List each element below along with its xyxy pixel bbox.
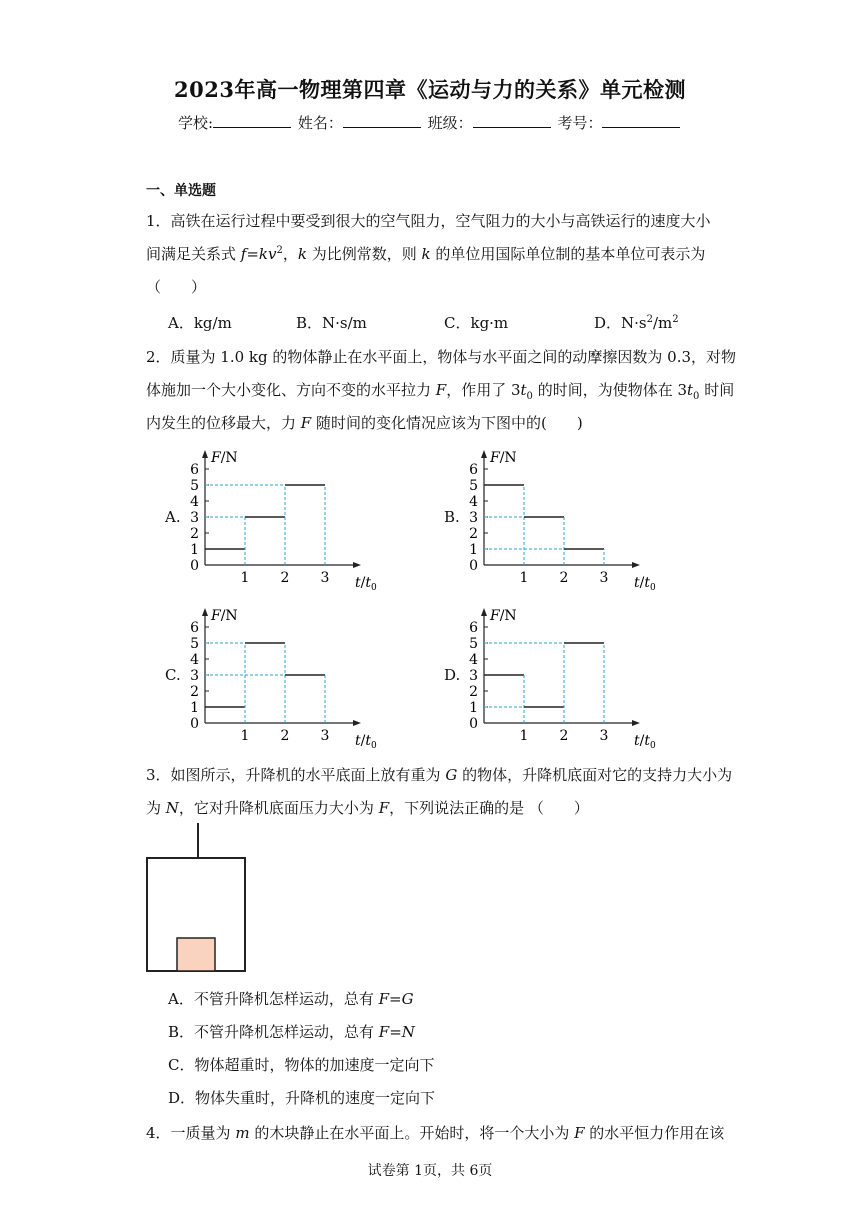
y-tick-label: 1 [190,700,199,716]
x-tick-label: 3 [320,728,330,744]
force-time-chart [462,448,662,593]
chart-option-letter[interactable]: A. [165,508,181,526]
x-axis-label: $t/t_0$ [634,575,656,593]
force-time-chart [183,448,383,593]
x-tick-label: 1 [519,728,529,744]
y-tick-label: 6 [190,462,199,478]
q3-option-c[interactable]: C．物体超重时，物体的加速度一定向下 [168,1056,435,1074]
q3-option-a[interactable]: A．不管升降机怎样运动，总有 F=G [168,990,414,1008]
y-tick-label: 4 [190,652,199,668]
x-axis-arrow [353,720,361,726]
q1-line2: 间满足关系式 $f=kv^2$，k 为比例常数，则 k 的单位用国际单位制的基本单位可表示为 [146,245,706,263]
x-tick-label: 3 [320,570,330,586]
x-axis-arrow [632,720,640,726]
x-tick-label: 2 [280,570,290,586]
q1-option-c[interactable]: C．kg·m [444,314,509,332]
name-blank[interactable] [343,113,421,128]
y-tick-label: 2 [469,684,478,700]
y-tick-label: 6 [469,462,478,478]
y-tick-label: 3 [469,668,478,684]
y-tick-label: 3 [469,510,478,526]
q1-option-a[interactable]: A．kg/m [168,314,232,332]
school-blank[interactable] [213,113,291,128]
q1-line3: （ ） [146,278,207,296]
x-tick-label: 2 [280,728,290,744]
y-tick-label: 1 [190,542,199,558]
y-tick-label: 3 [190,510,199,526]
q1-option-d[interactable]: D．$N\cdot s^2/m^2$ [594,314,679,332]
x-tick-label: 1 [519,570,529,586]
y-axis-label: F/N [211,608,238,624]
y-axis-arrow [481,450,487,458]
chart-option-letter[interactable]: D. [444,666,461,684]
q2-line3: 内发生的位移最大，力 F 随时间的变化情况应该为下图中的( ) [146,414,583,432]
y-axis-label: F/N [490,608,517,624]
exam-no-blank[interactable] [602,113,680,128]
y-axis-arrow [202,608,208,616]
x-tick-label: 1 [240,570,250,586]
name-label: 姓名： [297,114,343,132]
q3-option-b[interactable]: B．不管升降机怎样运动，总有 F=N [168,1023,415,1041]
class-blank[interactable] [473,113,551,128]
q2-line1: 2．质量为 1.0 kg 的物体静止在水平面上，物体与水平面之间的动摩擦因数为 0.3，对物 [146,348,737,366]
y-tick-label: 6 [469,620,478,636]
y-axis-arrow [481,608,487,616]
page-title: 2023年高一物理第四章《运动与力的关系》单元检测 [174,77,686,102]
y-tick-label: 5 [469,478,478,494]
object-box [177,938,215,971]
q3-line2: 为 N，它对升降机底面压力大小为 F，下列说法正确的是 （ ） [146,799,589,817]
y-tick-label: 2 [469,526,478,542]
x-tick-label: 2 [559,570,569,586]
exam-no-label: 考号： [557,114,603,132]
y-axis-arrow [202,450,208,458]
y-tick-label: 4 [469,652,478,668]
y-tick-label: 4 [469,494,478,510]
y-tick-label: 0 [190,716,199,732]
x-axis-label: $t/t_0$ [355,733,377,751]
q4-line1: 4．一质量为 m 的木块静止在水平面上。开始时，将一个大小为 F 的水平恒力作用在该 [146,1124,725,1142]
chart-option-letter[interactable]: C. [165,666,181,684]
y-axis-label: F/N [490,450,517,466]
y-tick-label: 0 [190,558,199,574]
y-tick-label: 1 [469,542,478,558]
y-tick-label: 3 [190,668,199,684]
q3-line1: 3．如图所示，升降机的水平底面上放有重为 G 的物体，升降机底面对它的支持力大小为 [146,766,733,784]
force-time-chart [462,606,662,751]
q2-line2: 体施加一个大小变化、方向不变的水平拉力 F，作用了 $3t_0$ 的时间，为使物体在 $3t_0$ 时间 [146,381,735,402]
y-axis-label: F/N [211,450,238,466]
y-tick-label: 5 [469,636,478,652]
y-tick-label: 0 [469,558,478,574]
x-axis-label: $t/t_0$ [634,733,656,751]
q1-line1: 1．高铁在运行过程中要受到很大的空气阻力，空气阻力的大小与高铁运行的速度大小 [146,212,711,230]
class-label: 班级： [427,114,473,132]
x-tick-label: 3 [599,728,609,744]
y-tick-label: 2 [190,684,199,700]
x-axis-label: $t/t_0$ [355,575,377,593]
y-tick-label: 2 [190,526,199,542]
y-tick-label: 6 [190,620,199,636]
school-label: 学校: [178,114,214,132]
y-tick-label: 5 [190,636,199,652]
y-tick-label: 5 [190,478,199,494]
x-tick-label: 1 [240,728,250,744]
x-axis-arrow [353,562,361,568]
y-tick-label: 0 [469,716,478,732]
y-tick-label: 4 [190,494,199,510]
page-footer: 试卷第 1页，共 6页 [367,1163,493,1179]
x-axis-arrow [632,562,640,568]
x-tick-label: 2 [559,728,569,744]
q3-option-d[interactable]: D．物体失重时，升降机的速度一定向下 [168,1089,436,1107]
chart-option-letter[interactable]: B. [444,508,460,526]
y-tick-label: 1 [469,700,478,716]
q1-option-b[interactable]: B．N·s/m [296,314,367,332]
section-heading: 一、单选题 [146,183,216,199]
elevator-diagram [140,820,260,980]
force-time-chart [183,606,383,751]
student-info-line [178,112,682,133]
x-tick-label: 3 [599,570,609,586]
